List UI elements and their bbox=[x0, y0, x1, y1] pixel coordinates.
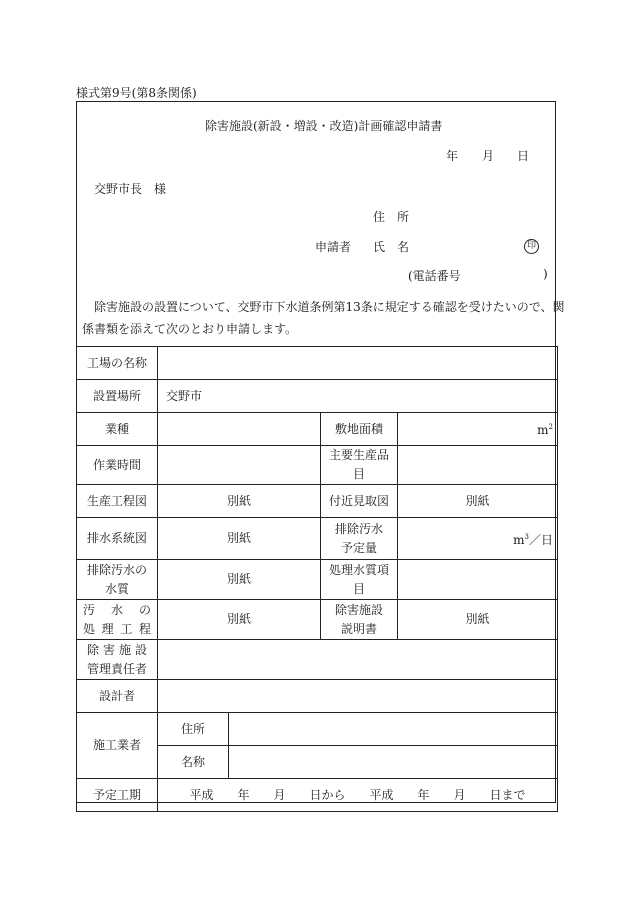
location-value: 交野市 bbox=[158, 380, 558, 413]
contractor-name-label: 名称 bbox=[158, 746, 229, 779]
contractor-label: 施工業者 bbox=[77, 713, 158, 779]
table-row bbox=[77, 779, 558, 812]
drainage-chart-value: 別紙 bbox=[158, 518, 321, 560]
sewage-process-value: 別紙 bbox=[158, 600, 321, 640]
phone-close: ) bbox=[543, 267, 548, 281]
date-year: 年 bbox=[446, 149, 459, 163]
applicant-address-label: 住 所 bbox=[373, 210, 410, 224]
table-row bbox=[77, 518, 558, 560]
table-row bbox=[77, 560, 558, 600]
table-row bbox=[77, 347, 558, 380]
wastewater-volume-label bbox=[321, 518, 398, 560]
industry-value bbox=[158, 413, 321, 446]
wastewater-quality-label-line1: 排除汚水の bbox=[86, 562, 147, 577]
main-product-label: 主要生産品目 bbox=[321, 446, 398, 485]
site-area-label: 敷地面積 bbox=[321, 413, 398, 446]
form-title: 除害施設(新設・増設・改造)計画確認申請書 bbox=[205, 119, 443, 133]
process-chart-value: 別紙 bbox=[158, 485, 321, 518]
body-text-line1: 除害施設の設置について、交野市下水道条例第13条に規定する確認を受けたいので、関 bbox=[94, 300, 565, 314]
vicinity-map-label: 付近見取図 bbox=[321, 485, 398, 518]
addressee: 交野市長 様 bbox=[94, 182, 167, 196]
table-row bbox=[77, 380, 558, 413]
facility-description-label-line1: 除害施設 bbox=[334, 602, 383, 617]
treated-quality-label: 処理水質項目 bbox=[321, 560, 398, 600]
wastewater-quality-label-line2: 水質 bbox=[104, 581, 129, 596]
wastewater-volume-label-line2: 予定量 bbox=[340, 540, 377, 555]
treated-quality-value bbox=[398, 560, 558, 600]
seal-mark-icon: 印 bbox=[524, 239, 539, 254]
manager-label-line1: 除害施設 bbox=[87, 642, 147, 657]
designer-label: 設計者 bbox=[77, 680, 158, 713]
contractor-address-value bbox=[229, 713, 558, 746]
wastewater-volume-label-line1: 排除汚水 bbox=[334, 521, 383, 536]
contractor-name-value bbox=[229, 746, 558, 779]
site-area-unit: m bbox=[537, 423, 549, 437]
table-row bbox=[77, 640, 558, 680]
contractor-address-label: 住所 bbox=[158, 713, 229, 746]
manager-label bbox=[77, 640, 158, 680]
sewage-process-label bbox=[77, 600, 158, 640]
wastewater-quality-value: 別紙 bbox=[158, 560, 321, 600]
main-product-value bbox=[398, 446, 558, 485]
applicant-name-label: 氏 名 bbox=[373, 240, 410, 254]
table-row bbox=[77, 680, 558, 713]
schedule-label: 予定工期 bbox=[77, 779, 158, 812]
designer-value bbox=[158, 680, 558, 713]
applicant-role-label: 申請者 bbox=[315, 240, 352, 254]
table-row bbox=[77, 600, 558, 640]
form-number: 様式第9号(第8条関係) bbox=[76, 86, 197, 100]
volume-unit-tail: ／日 bbox=[528, 532, 553, 547]
volume-unit-sup: 3 bbox=[524, 532, 529, 541]
facility-description-label-line2: 説明書 bbox=[340, 621, 377, 636]
industry-label: 業種 bbox=[77, 413, 158, 446]
body-text-line2: 係書類を添えて次のとおり申請します。 bbox=[82, 322, 298, 336]
schedule-value: 平成 年 月 日から 平成 年 月 日まで bbox=[158, 779, 558, 812]
vicinity-map-value: 別紙 bbox=[398, 485, 558, 518]
table-row bbox=[77, 713, 558, 746]
drainage-chart-label: 排水系統図 bbox=[77, 518, 158, 560]
table-row bbox=[77, 413, 558, 446]
manager-value bbox=[158, 640, 558, 680]
sewage-process-label-line2: 処理工程 bbox=[83, 621, 151, 636]
site-area-value bbox=[398, 413, 558, 446]
factory-name-value bbox=[158, 347, 558, 380]
sewage-process-label-line1: 汚 水 の bbox=[83, 602, 151, 617]
wastewater-quality-label bbox=[77, 560, 158, 600]
factory-name-label: 工場の名称 bbox=[77, 347, 158, 380]
location-label: 設置場所 bbox=[77, 380, 158, 413]
wastewater-volume-value bbox=[398, 518, 558, 560]
site-area-unit-sup: 2 bbox=[548, 423, 553, 431]
work-hours-value bbox=[158, 446, 321, 485]
table-row bbox=[77, 446, 558, 485]
phone-label: (電話番号 bbox=[408, 269, 461, 283]
date-day: 日 bbox=[517, 149, 530, 163]
process-chart-label: 生産工程図 bbox=[77, 485, 158, 518]
application-table bbox=[76, 346, 558, 812]
work-hours-label: 作業時間 bbox=[77, 446, 158, 485]
table-row bbox=[77, 485, 558, 518]
date-month: 月 bbox=[482, 149, 495, 163]
manager-label-line2: 管理責任者 bbox=[86, 661, 147, 676]
facility-description-value: 別紙 bbox=[398, 600, 558, 640]
volume-unit: m bbox=[513, 532, 525, 547]
facility-description-label bbox=[321, 600, 398, 640]
